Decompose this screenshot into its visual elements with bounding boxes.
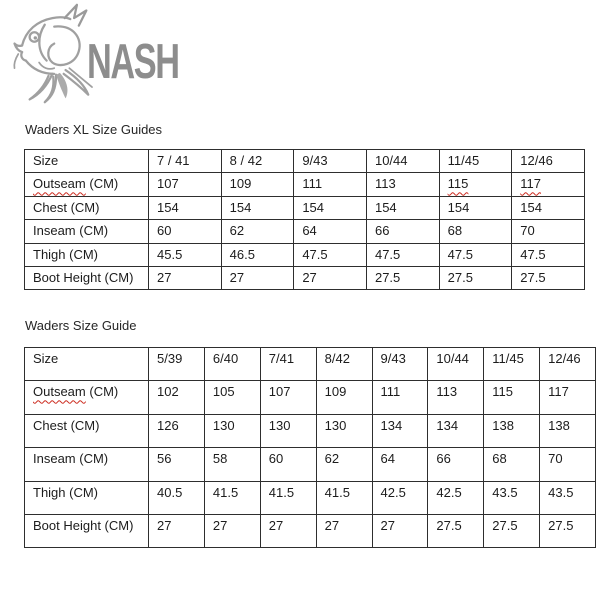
spellchecked-value: 115: [447, 176, 469, 192]
size-header-cell: 11/45: [439, 150, 512, 173]
nash-logo: [8, 2, 198, 108]
value-cell: 62: [316, 448, 372, 481]
value-cell: 68: [484, 448, 540, 481]
value-cell: 66: [366, 220, 439, 243]
value-cell: 134: [372, 414, 428, 447]
value-cell: 113: [428, 381, 484, 414]
row-label-cell: Chest (CM): [25, 196, 149, 219]
value-cell: 138: [484, 414, 540, 447]
value-cell: 42.5: [372, 481, 428, 514]
table-row: [25, 514, 596, 547]
value-cell: 130: [204, 414, 260, 447]
value-cell: 64: [372, 448, 428, 481]
value-cell: 45.5: [149, 243, 222, 266]
value-cell: 60: [260, 448, 316, 481]
table-title-waders: Waders Size Guide: [25, 318, 137, 333]
value-cell: 42.5: [428, 481, 484, 514]
table-row: [25, 414, 596, 447]
value-cell: 56: [149, 448, 205, 481]
misspelled-word: Outseam: [33, 176, 86, 192]
value-cell: [439, 173, 512, 196]
row-label-cell: Inseam (CM): [25, 448, 149, 481]
table-row: [25, 243, 585, 266]
table-title-waders-xl: Waders XL Size Guides: [25, 122, 163, 137]
value-cell: 130: [260, 414, 316, 447]
value-cell: 66: [428, 448, 484, 481]
value-cell: 41.5: [260, 481, 316, 514]
header-row: [25, 150, 585, 173]
value-cell: 47.5: [512, 243, 585, 266]
row-label-cell: Outseam (CM): [25, 173, 149, 196]
value-cell: 154: [149, 196, 222, 219]
value-cell: 60: [149, 220, 222, 243]
value-cell: 62: [221, 220, 294, 243]
value-cell: 47.5: [366, 243, 439, 266]
value-cell: 130: [316, 414, 372, 447]
value-cell: 154: [294, 196, 367, 219]
size-table-waders-xl: [24, 149, 585, 290]
value-cell: 27.5: [512, 266, 585, 289]
row-label-cell: Chest (CM): [25, 414, 149, 447]
size-header-cell: 9/43: [372, 348, 428, 381]
value-cell: 27: [221, 266, 294, 289]
value-cell: 68: [439, 220, 512, 243]
value-cell: 47.5: [294, 243, 367, 266]
value-cell: 27: [204, 514, 260, 547]
size-table-waders: [24, 347, 596, 548]
value-cell: 154: [366, 196, 439, 219]
value-cell: 107: [149, 173, 222, 196]
value-cell: 111: [294, 173, 367, 196]
value-cell: 109: [316, 381, 372, 414]
size-header-cell: 12/46: [540, 348, 596, 381]
table-row: [25, 196, 585, 219]
value-cell: 27: [149, 266, 222, 289]
size-header-cell: 9/43: [294, 150, 367, 173]
value-cell: 134: [428, 414, 484, 447]
value-cell: 27.5: [484, 514, 540, 547]
value-cell: 154: [221, 196, 294, 219]
value-cell: 27.5: [540, 514, 596, 547]
value-cell: 27.5: [428, 514, 484, 547]
size-header-cell: 12/46: [512, 150, 585, 173]
header-row: [25, 348, 596, 381]
row-label-cell: Thigh (CM): [25, 243, 149, 266]
value-cell: 43.5: [484, 481, 540, 514]
row-label-cell: Thigh (CM): [25, 481, 149, 514]
value-cell: 105: [204, 381, 260, 414]
value-cell: 64: [294, 220, 367, 243]
value-cell: 27: [372, 514, 428, 547]
size-header-cell: 6/40: [204, 348, 260, 381]
size-header-cell: 7/41: [260, 348, 316, 381]
value-cell: 46.5: [221, 243, 294, 266]
value-cell: 102: [149, 381, 205, 414]
value-cell: 154: [439, 196, 512, 219]
table-row: [25, 173, 585, 196]
row-label-cell: Outseam (CM): [25, 381, 149, 414]
row-label-header-cell: Size: [25, 150, 149, 173]
value-cell: 107: [260, 381, 316, 414]
value-cell: 117: [540, 381, 596, 414]
size-header-cell: 10/44: [428, 348, 484, 381]
value-cell: 41.5: [316, 481, 372, 514]
row-label-cell: Boot Height (CM): [25, 514, 149, 547]
value-cell: 70: [540, 448, 596, 481]
table-row: [25, 481, 596, 514]
spellchecked-value: 117: [520, 176, 542, 192]
size-header-cell: 7 / 41: [149, 150, 222, 173]
value-cell: 154: [512, 196, 585, 219]
value-cell: 58: [204, 448, 260, 481]
table-row: [25, 266, 585, 289]
value-cell: 113: [366, 173, 439, 196]
value-cell: 27: [149, 514, 205, 547]
value-cell: 27: [260, 514, 316, 547]
value-cell: 115: [484, 381, 540, 414]
value-cell: 47.5: [439, 243, 512, 266]
row-label-header-cell: Size: [25, 348, 149, 381]
size-header-cell: 8/42: [316, 348, 372, 381]
size-header-cell: 8 / 42: [221, 150, 294, 173]
value-cell: 41.5: [204, 481, 260, 514]
value-cell: 27.5: [366, 266, 439, 289]
value-cell: [512, 173, 585, 196]
row-label-cell: Boot Height (CM): [25, 266, 149, 289]
table-row: [25, 381, 596, 414]
value-cell: 27: [294, 266, 367, 289]
value-cell: 27: [316, 514, 372, 547]
value-cell: 111: [372, 381, 428, 414]
table-row: [25, 220, 585, 243]
size-header-cell: 11/45: [484, 348, 540, 381]
value-cell: 40.5: [149, 481, 205, 514]
table-row: [25, 448, 596, 481]
size-header-cell: 5/39: [149, 348, 205, 381]
row-label-cell: Inseam (CM): [25, 220, 149, 243]
size-header-cell: 10/44: [366, 150, 439, 173]
value-cell: 43.5: [540, 481, 596, 514]
value-cell: 138: [540, 414, 596, 447]
value-cell: 109: [221, 173, 294, 196]
brand-text: NASH: [87, 35, 179, 89]
misspelled-word: Outseam: [33, 384, 86, 400]
value-cell: 126: [149, 414, 205, 447]
value-cell: 27.5: [439, 266, 512, 289]
value-cell: 70: [512, 220, 585, 243]
